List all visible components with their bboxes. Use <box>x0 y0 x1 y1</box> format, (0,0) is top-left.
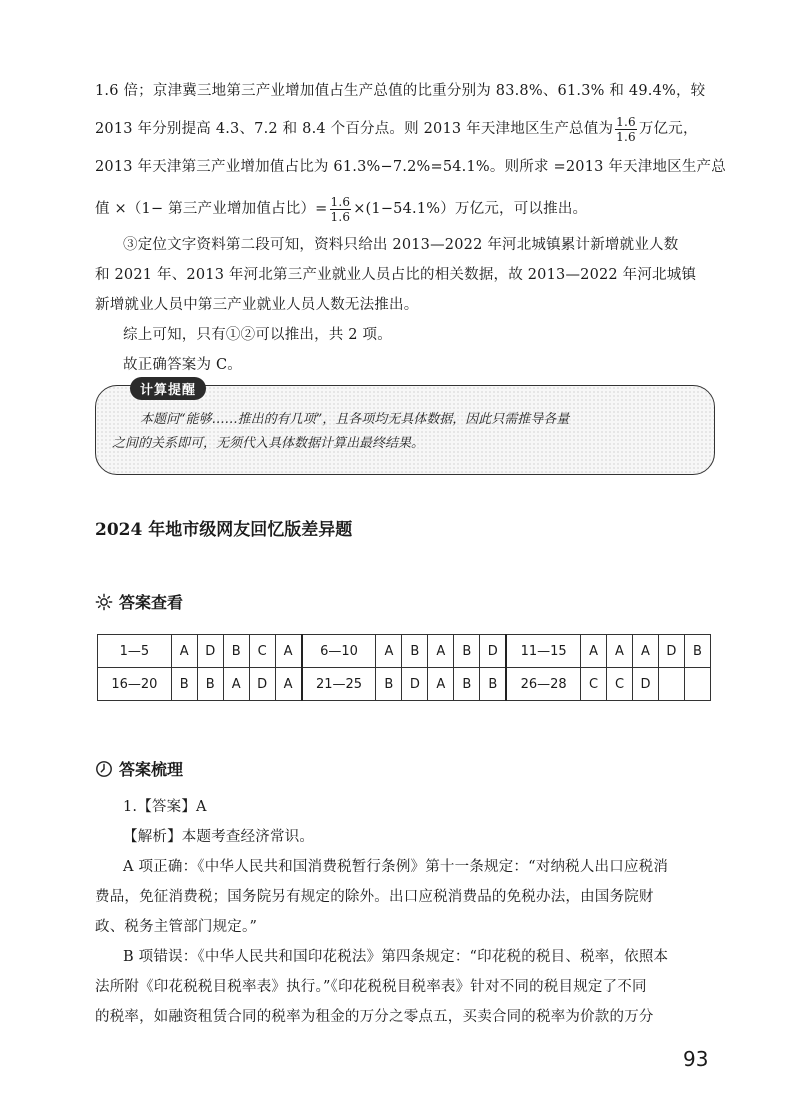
answer-range: 26—28 <box>506 668 580 701</box>
answer-review-heading: 答案梳理 <box>95 757 183 780</box>
section-title: 2024 年地市级网友回忆版差异题 <box>95 520 353 540</box>
answer-cell: A <box>607 635 633 668</box>
answer-cell: D <box>632 668 658 701</box>
clock-icon <box>95 760 113 778</box>
answer-cell: D <box>402 668 428 701</box>
text-line-with-fraction: 2013 年分别提高 4.3、7.2 和 8.4 个百分点。则 2013 年天津地区生产总值为 $\frac{1.6}{1.6}$ 万亿元， <box>95 114 698 144</box>
answer-cell: B <box>171 668 197 701</box>
answer-line: 1.【答案】A <box>123 799 207 815</box>
answer-cell: C <box>249 635 275 668</box>
answer-range: 11—15 <box>506 635 580 668</box>
answer-cell: C <box>607 668 633 701</box>
text-line: 和 2021 年、2013 年河北第三产业就业人员占比的相关数据，故 2013—2022 年河北城镇 <box>95 267 697 283</box>
answer-cell: A <box>275 635 301 668</box>
answer-cell: A <box>171 635 197 668</box>
text-line: ③定位文字资料第二段可知，资料只给出 2013—2022 年河北城镇累计新增就业人数 <box>123 237 679 253</box>
text-line: 法所附《印花税税目税率表》执行。”《印花税税目税率表》针对不同的税目规定了不同 <box>95 979 647 995</box>
answer-range: 6—10 <box>302 635 376 668</box>
answer-cell: B <box>197 668 223 701</box>
sun-icon <box>95 593 113 611</box>
answer-cell <box>658 668 684 701</box>
answer-row <box>98 635 711 668</box>
answer-table <box>97 634 711 701</box>
answer-cell: B <box>480 668 506 701</box>
fraction: $\frac{1.6}{1.6}$ <box>330 194 351 224</box>
item-3-paragraph <box>95 230 720 380</box>
answer-cell: B <box>454 635 480 668</box>
answer-cell: A <box>632 635 658 668</box>
answer-cell: D <box>658 635 684 668</box>
answer-range: 21—25 <box>302 668 376 701</box>
text-line: 政、税务主管部门规定。” <box>95 919 258 935</box>
answer-cell: A <box>428 635 454 668</box>
answer-cell: A <box>223 668 249 701</box>
answer-cell: B <box>454 668 480 701</box>
answer-cell: A <box>275 668 301 701</box>
answer-cell: A <box>428 668 454 701</box>
answer-cell: A <box>581 635 607 668</box>
answer-cell: B <box>684 635 710 668</box>
answer-row <box>98 668 711 701</box>
answer-cell <box>684 668 710 701</box>
answer-cell: B <box>223 635 249 668</box>
conclusion-line: 故正确答案为 C。 <box>123 357 243 373</box>
answer-range: 16—20 <box>98 668 172 701</box>
answer-cell: D <box>249 668 275 701</box>
answer-cell: B <box>402 635 428 668</box>
answer-cell: B <box>376 668 402 701</box>
text-line: A 项正确：《中华人民共和国消费税暂行条例》第十一条规定：“对纳税人出口应税消 <box>123 859 669 875</box>
text-line: B 项错误：《中华人民共和国印花税法》第四条规定：“印花税的税目、税率，依照本 <box>123 949 669 965</box>
q1-section <box>95 792 720 1032</box>
text-line: 1.6 倍；京津冀三地第三产业增加值占生产总值的比重分别为 83.8%、61.3% 和 49.4%，较 <box>95 83 706 99</box>
fraction: $\frac{1.6}{1.6}$ <box>616 114 636 144</box>
text-line-with-fraction: 值 ×（1− 第三产业增加值占比）= $\frac{1.6}{1.6}$ ×(1−54.1%）万亿元，可以推出。 <box>95 194 588 224</box>
tip-text: 本题问“能够……推出的有几项”，且各项均无具体数据，因此只需推导各量 之间的关系即可，无须代入具体数据计算出最终结果。 <box>112 412 570 451</box>
answer-cell: C <box>581 668 607 701</box>
top-paragraph <box>95 72 726 228</box>
answer-cell: D <box>197 635 223 668</box>
answer-range: 1—5 <box>98 635 172 668</box>
text-line: 的税率，如融资租赁合同的税率为租金的万分之零点五，买卖合同的税率为价款的万分 <box>95 1009 654 1025</box>
text-line: 费品，免征消费税；国务院另有规定的除外。出口应税消费品的免税办法，由国务院财 <box>95 889 654 905</box>
analysis-line: 【解析】本题考查经济常识。 <box>123 829 315 845</box>
answer-check-heading: 答案查看 <box>95 590 183 613</box>
page-number: 93 <box>683 1047 709 1071</box>
answer-cell: A <box>376 635 402 668</box>
text-line: 2013 年天津第三产业增加值占比为 61.3%−7.2%=54.1%。则所求 =2013 年天津地区生产总 <box>95 159 726 175</box>
answer-cell: D <box>480 635 506 668</box>
summary-line: 综上可知，只有①②可以推出，共 2 项。 <box>123 327 392 343</box>
text-line: 新增就业人员中第三产业就业人员人数无法推出。 <box>95 297 419 313</box>
tip-tag: 计算提醒 <box>130 377 206 400</box>
